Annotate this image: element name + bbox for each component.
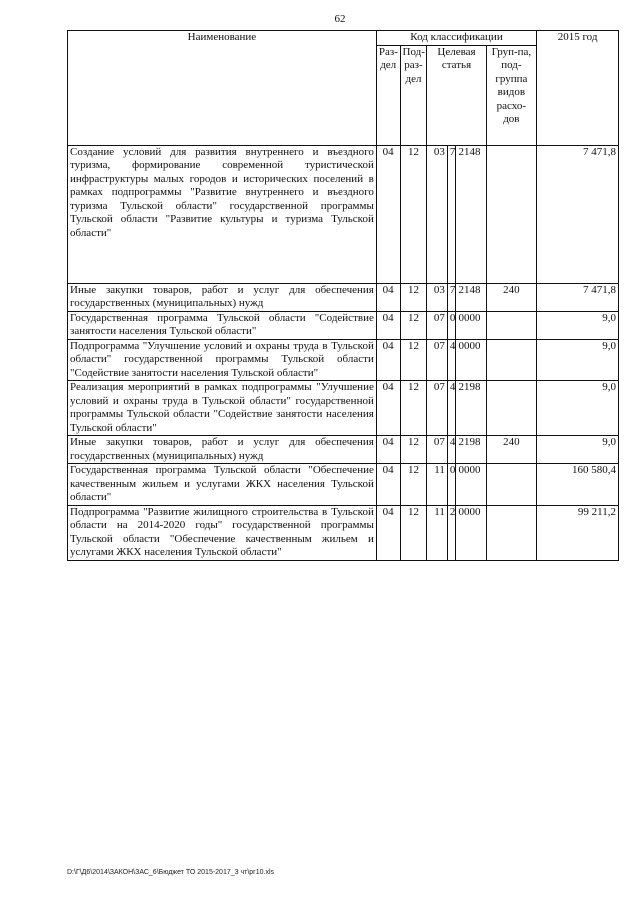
row-name: Иные закупки товаров, работ и услуг для обеспечения государственных (муниципальных) нужд xyxy=(68,283,377,311)
row-target-direction: 2198 xyxy=(456,381,486,436)
row-podrazdel: 12 xyxy=(400,283,427,311)
row-amount: 9,0 xyxy=(537,311,619,339)
row-target-direction: 2198 xyxy=(456,436,486,464)
header-razdel: Раз-дел xyxy=(376,45,400,145)
table-body xyxy=(68,145,619,560)
row-podrazdel: 12 xyxy=(400,381,427,436)
row-podrazdel: 12 xyxy=(400,311,427,339)
row-amount: 9,0 xyxy=(537,339,619,381)
row-target-program: 07 xyxy=(427,339,447,381)
budget-table xyxy=(67,30,619,561)
row-target-program: 11 xyxy=(427,464,447,506)
row-name: Иные закупки товаров, работ и услуг для обеспечения государственных (муниципальных) нужд xyxy=(68,436,377,464)
row-name: Реализация мероприятий в рамках подпрограммы "Улучшение условий и охраны труда в Тульской области" государственной программы Тульской области "Содействие занятости населения Тульской области" xyxy=(68,381,377,436)
row-name: Государственная программа Тульской области "Обеспечение качественным жильем и услугами ЖКХ населения Тульской области" xyxy=(68,464,377,506)
header-year: 2015 год xyxy=(537,31,619,146)
table-row xyxy=(68,381,619,436)
row-razdel: 04 xyxy=(376,311,400,339)
row-target-subprogram: 4 xyxy=(447,436,456,464)
row-podrazdel: 12 xyxy=(400,145,427,283)
table-header xyxy=(68,31,619,146)
row-razdel: 04 xyxy=(376,145,400,283)
row-razdel: 04 xyxy=(376,464,400,506)
row-target-program: 11 xyxy=(427,505,447,560)
row-amount: 7 471,8 xyxy=(537,283,619,311)
row-name: Государственная программа Тульской области "Содействие занятости населения Тульской области" xyxy=(68,311,377,339)
row-group xyxy=(486,145,537,283)
row-razdel: 04 xyxy=(376,505,400,560)
row-group: 240 xyxy=(486,283,537,311)
row-amount: 9,0 xyxy=(537,436,619,464)
row-podrazdel: 12 xyxy=(400,436,427,464)
row-name: Подпрограмма "Развитие жилищного строительства в Тульской области на 2014-2020 годы" государственной программы Тульской области "Обеспечение качественным жильем и услугами ЖКХ населения Тульской области" xyxy=(68,505,377,560)
row-group xyxy=(486,339,537,381)
row-target-subprogram: 7 xyxy=(447,145,456,283)
row-amount: 9,0 xyxy=(537,381,619,436)
row-target-subprogram: 7 xyxy=(447,283,456,311)
row-target-program: 07 xyxy=(427,381,447,436)
table-row xyxy=(68,145,619,283)
row-target-program: 07 xyxy=(427,311,447,339)
header-classification: Код классификации xyxy=(376,31,536,46)
row-group xyxy=(486,505,537,560)
row-target-program: 07 xyxy=(427,436,447,464)
page-number: 62 xyxy=(334,13,346,25)
row-target-direction: 0000 xyxy=(456,311,486,339)
row-target-program: 03 xyxy=(427,145,447,283)
file-path-footer: D:\Г\Д6\2014\ЗАКОН\ЗАС_6\Бюджет ТО 2015-2017_3 чт\рг10.xls xyxy=(67,869,275,876)
row-group: 240 xyxy=(486,436,537,464)
row-target-program: 03 xyxy=(427,283,447,311)
table-row xyxy=(68,339,619,381)
header-name: Наименование xyxy=(68,31,377,146)
row-group xyxy=(486,464,537,506)
row-target-subprogram: 0 xyxy=(447,464,456,506)
row-podrazdel: 12 xyxy=(400,464,427,506)
table-row xyxy=(68,311,619,339)
row-target-direction: 0000 xyxy=(456,464,486,506)
header-target-article: Целевая статья xyxy=(427,45,486,145)
row-target-subprogram: 2 xyxy=(447,505,456,560)
row-target-subprogram: 4 xyxy=(447,339,456,381)
table-row xyxy=(68,436,619,464)
row-target-subprogram: 0 xyxy=(447,311,456,339)
table-row xyxy=(68,505,619,560)
row-target-direction: 0000 xyxy=(456,505,486,560)
row-group xyxy=(486,381,537,436)
row-razdel: 04 xyxy=(376,381,400,436)
row-razdel: 04 xyxy=(376,283,400,311)
row-name: Подпрограмма "Улучшение условий и охраны труда в Тульской области" государственной программы Тульской области "Содействие занятости населения Тульской области" xyxy=(68,339,377,381)
header-podrazdel: Под-раз-дел xyxy=(400,45,427,145)
row-razdel: 04 xyxy=(376,436,400,464)
table-row xyxy=(68,283,619,311)
row-name: Создание условий для развития внутреннего и въездного туризма, формирование современной туристической инфраструктуры малых городов и исторических поселений в рамках подпрограммы "Развитие внутреннего и въездного туризма Тульской области" государственной программы Тульской области "Развитие культуры и туризма Тульской области" xyxy=(68,145,377,283)
row-target-subprogram: 4 xyxy=(447,381,456,436)
table-row xyxy=(68,464,619,506)
row-podrazdel: 12 xyxy=(400,505,427,560)
row-target-direction: 2148 xyxy=(456,145,486,283)
row-podrazdel: 12 xyxy=(400,339,427,381)
row-amount: 160 580,4 xyxy=(537,464,619,506)
row-amount: 7 471,8 xyxy=(537,145,619,283)
row-amount: 99 211,2 xyxy=(537,505,619,560)
row-target-direction: 2148 xyxy=(456,283,486,311)
header-group: Груп-па, под-группа видов расхо-дов xyxy=(486,45,537,145)
row-target-direction: 0000 xyxy=(456,339,486,381)
row-razdel: 04 xyxy=(376,339,400,381)
row-group xyxy=(486,311,537,339)
